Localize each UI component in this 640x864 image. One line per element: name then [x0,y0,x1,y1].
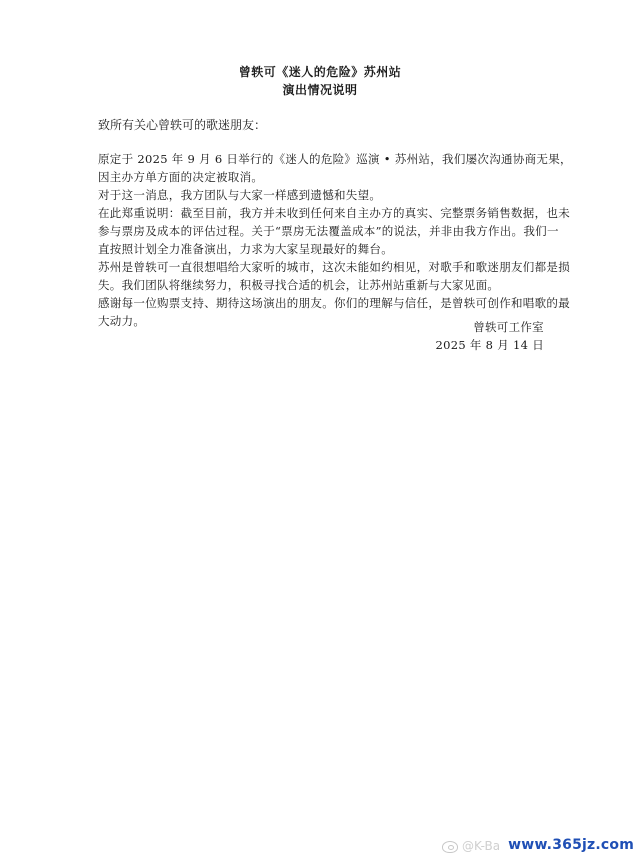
watermark-handle: @K-Ba [462,839,501,853]
salutation: 致所有关心曾轶可的歌迷朋友： [98,118,267,132]
body-line: 因主办方单方面的决定被取消。 [98,170,264,184]
weibo-icon [442,841,458,853]
body-line: 直按照计划全力准备演出，力求为大家呈现最好的舞台。 [98,242,393,256]
document-title: 曾轶可《迷人的危险》苏州站 [238,65,402,79]
body-line: 苏州是曾轶可一直很想唱给大家听的城市，这次未能如约相见，对歌手和歌迷朋友们都是损 [98,260,570,274]
signature-org: 曾轶可工作室 [473,320,544,334]
body-line: 失。我们团队将继续努力，积极寻找合适的机会，让苏州站重新与大家见面。 [98,278,500,292]
watermark-url: www.365jz.com [508,837,634,853]
watermark [442,836,638,860]
document-subtitle: 演出情况说明 [282,83,358,97]
body-line: 对于这一消息，我方团队与大家一样感到遗憾和失望。 [98,188,382,202]
signature-date: 2025 年 8 月 14 日 [435,338,544,352]
document-body [98,150,572,330]
body-line: 原定于 2025 年 9 月 6 日举行的《迷人的危险》巡演 • 苏州站，我们屡次沟通协商无果， [98,152,572,166]
body-line: 大动力。 [98,314,146,328]
body-line: 在此郑重说明：截至目前，我方并未收到任何来自主办方的真实、完整票务销售数据，也未 [98,206,570,220]
body-line: 感谢每一位购票支持、期待这场演出的朋友。你们的理解与信任，是曾轶可创作和唱歌的最 [98,296,570,310]
signature-block [436,318,545,354]
body-line: 参与票房及成本的评估过程。关于“票房无法覆盖成本”的说法，并非由我方作出。我们一 [98,224,559,238]
